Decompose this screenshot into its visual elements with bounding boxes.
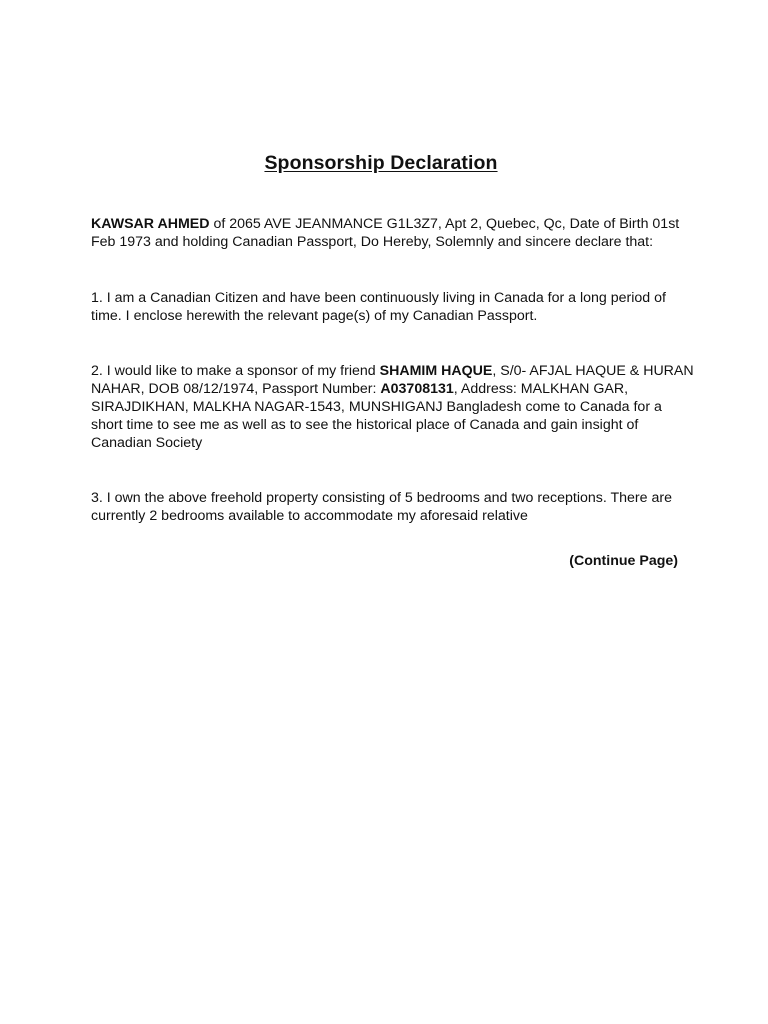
sponsored-address-start: , Address: MALKHAN GAR, (453, 381, 629, 397)
declarant-line-1 (91, 215, 691, 233)
sponsored-dob: NAHAR, DOB 08/12/1974, Passport Number: (91, 381, 381, 397)
clause-2-line-3: SIRAJDIKHAN, MALKHA NAGAR-1543, MUNSHIGANJ Bangladesh come to Canada for a (91, 399, 662, 415)
clause-3-line-1: 3. I own the above freehold property consisting of 5 bedrooms and two receptions. There are (91, 490, 672, 506)
document-title: Sponsorship Declaration (264, 152, 498, 174)
sponsored-parents: , S/0- AFJAL HAQUE & HURAN (492, 363, 694, 379)
declarant-name: KAWSAR AHMED (91, 216, 210, 232)
passport-number: A03708131 (380, 381, 454, 397)
declarant-paragraph (91, 215, 691, 251)
clause-1-line-2: time. I enclose herewith the relevant page(s) of my Canadian Passport. (91, 308, 538, 324)
clause-2-intro: 2. I would like to make a sponsor of my friend (91, 363, 380, 379)
clause-1-line-1: 1. I am a Canadian Citizen and have been continuously living in Canada for a long period of (91, 290, 666, 306)
clause-2-line-1 (91, 362, 694, 380)
clause-2-line-2 (91, 380, 691, 398)
declarant-line-2: Feb 1973 and holding Canadian Passport, Do Hereby, Solemnly and sincere declare that: (91, 234, 654, 250)
clause-3-line-2: currently 2 bedrooms available to accommodate my aforesaid relative (91, 508, 528, 524)
clause-3 (91, 489, 691, 525)
declarant-address: of 2065 AVE JEANMANCE G1L3Z7, Apt 2, Quebec, Qc, Date of Birth 01st (209, 216, 680, 232)
clause-2 (91, 362, 694, 452)
clause-2-line-5: Canadian Society (91, 435, 203, 451)
clause-1 (91, 289, 691, 325)
sponsored-name: SHAMIM HAQUE (379, 363, 493, 379)
continue-page-label: (Continue Page) (569, 553, 678, 569)
clause-2-line-4: short time to see me as well as to see the historical place of Canada and gain insight of (91, 417, 639, 433)
